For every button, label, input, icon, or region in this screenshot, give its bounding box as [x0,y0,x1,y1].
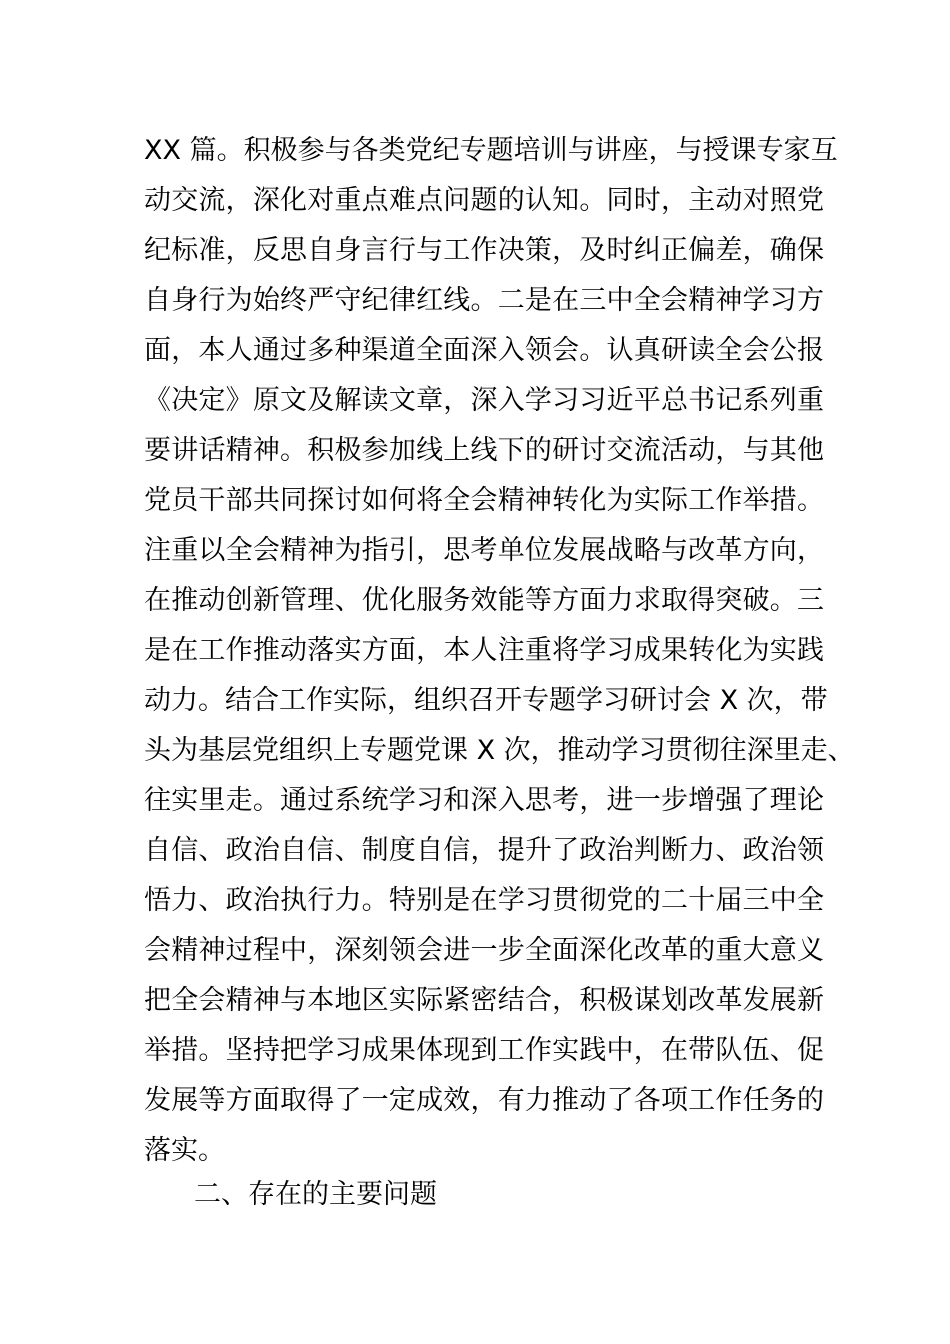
section-heading: 二、存在的主要问题 [194,1179,437,1210]
paragraph-line: 动力。结合工作实际，组织召开专题学习研讨会 X 次，带 [144,685,828,716]
paragraph-line: 面，本人通过多种渠道全面深入领会。认真研读全会公报 [144,335,824,366]
paragraph-line: 会精神过程中，深刻领会进一步全面深化改革的重大意义 [144,935,824,966]
paragraph-line: 头为基层党组织上专题党课 X 次，推动学习贯彻往深里走、 [144,735,855,766]
paragraph-line: XX 篇。积极参与各类党纪专题培训与讲座，与授课专家互 [144,135,838,166]
paragraph-line: 自身行为始终严守纪律红线。二是在三中全会精神学习方 [144,285,824,316]
paragraph-line: 发展等方面取得了一定成效，有力推动了各项工作任务的 [144,1085,824,1116]
paragraph-line: 把全会精神与本地区实际紧密结合，积极谋划改革发展新 [144,985,824,1016]
paragraph-line: 悟力、政治执行力。特别是在学习贯彻党的二十届三中全 [144,885,824,916]
body-paragraph [144,126,855,1176]
paragraph-line: 《决定》原文及解读文章，深入学习习近平总书记系列重 [144,385,824,416]
paragraph-line: 落实。 [144,1135,225,1166]
paragraph-line: 举措。坚持把学习成果体现到工作实践中，在带队伍、促 [144,1035,824,1066]
paragraph-line: 往实里走。通过系统学习和深入思考，进一步增强了理论 [144,785,824,816]
paragraph-line: 注重以全会精神为指引，思考单位发展战略与改革方向， [144,535,824,566]
paragraph-line: 自信、政治自信、制度自信，提升了政治判断力、政治领 [144,835,824,866]
paragraph-line: 党员干部共同探讨如何将全会精神转化为实际工作举措。 [144,485,824,516]
paragraph-line: 动交流，深化对重点难点问题的认知。同时，主动对照党 [144,185,824,216]
paragraph-line: 纪标准，反思自身言行与工作决策，及时纠正偏差，确保 [144,235,824,266]
paragraph-line: 是在工作推动落实方面，本人注重将学习成果转化为实践 [144,635,824,666]
paragraph-line: 要讲话精神。积极参加线上线下的研讨交流活动，与其他 [144,435,824,466]
paragraph-line: 在推动创新管理、优化服务效能等方面力求取得突破。三 [144,585,824,616]
